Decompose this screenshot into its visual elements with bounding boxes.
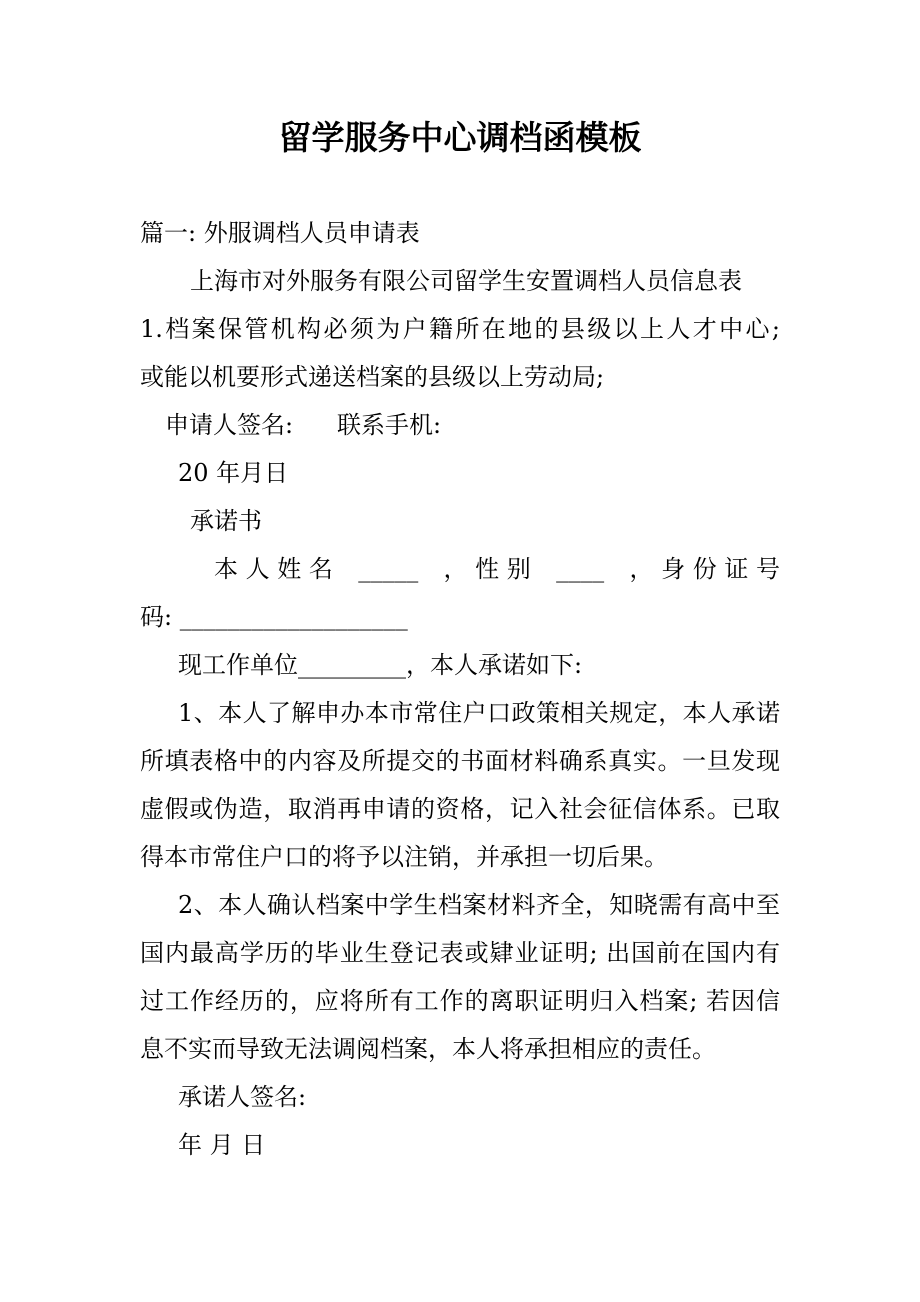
clause1-line-4: 得本市常住户口的将予以注销，并承担一切后果。 <box>140 843 668 871</box>
clause1-line-3: 虚假或伪造，取消再申请的资格，记入社会征信体系。已取 <box>140 795 780 823</box>
pledge-name-label: 本 人 姓 名 <box>214 555 333 583</box>
note-line-1: 1.档案保管机构必须为户籍所在地的县级以上人才中心; <box>140 315 780 343</box>
clause2-line-4: 息不实而导致无法调阅档案，本人将承担相应的责任。 <box>140 1035 716 1063</box>
clause2-line-1: 2、本人确认档案中学生档案材料齐全，知晓需有高中至 <box>178 891 780 919</box>
pledge-gender-label: ， 性 别 <box>443 555 531 583</box>
clause2-line-2: 国内最高学历的毕业生登记表或肄业证明; 出国前在国内有 <box>140 939 780 967</box>
form-title: 上海市对外服务有限公司留学生安置调档人员信息表 <box>190 267 742 295</box>
date-line: 20 年月日 <box>178 459 289 487</box>
applicant-signature-label: 申请人签名: <box>165 411 294 439</box>
pledge-employer-line: 现工作单位_________，本人承诺如下: <box>178 651 583 679</box>
contact-phone-label: 联系手机: <box>337 411 442 439</box>
pledge-identity-line <box>214 554 780 584</box>
pledge-id-label: ， 身 份 证 号 <box>629 555 780 583</box>
note-line-2: 或能以机要形式递送档案的县级以上劳动局; <box>140 363 605 391</box>
section-heading: 篇一: 外服调档人员申请表 <box>140 219 420 247</box>
document-title: 留学服务中心调档函模板 <box>278 118 642 157</box>
pledge-heading: 承诺书 <box>190 507 262 535</box>
clause1-line-2: 所填表格中的内容及所提交的书面材料确系真实。一旦发现 <box>140 747 780 775</box>
pledge-name-blank: _____ <box>358 555 419 583</box>
pledge-gender-blank: ____ <box>556 555 605 583</box>
clause2-line-3: 过工作经历的，应将所有工作的离职证明归入档案; 若因信 <box>140 987 780 1015</box>
pledge-id-line: 码: ___________________ <box>140 603 408 631</box>
clause1-line-1: 1、本人了解申办本市常住户口政策相关规定，本人承诺 <box>178 699 780 727</box>
pledger-signature-label: 承诺人签名: <box>178 1083 307 1111</box>
final-date-line: 年 月 日 <box>178 1131 266 1159</box>
